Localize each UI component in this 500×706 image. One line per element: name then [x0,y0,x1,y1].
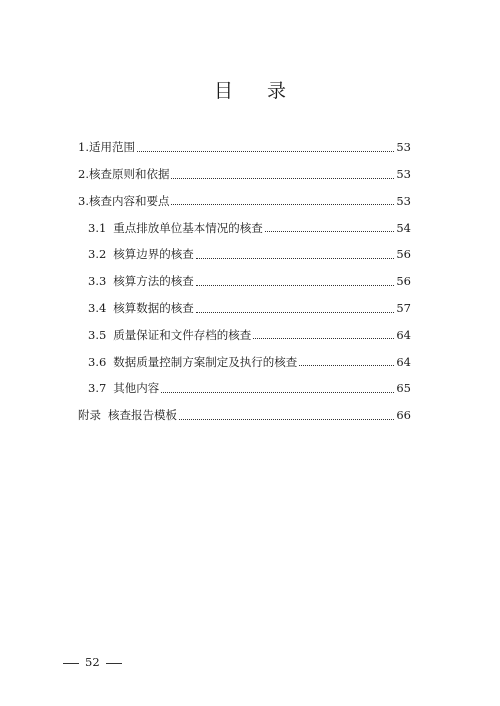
toc-entry[interactable] [78,181,411,208]
toc-entry-page: 56 [396,247,411,262]
toc-entry[interactable] [78,341,411,368]
toc-entry[interactable] [78,154,411,181]
dot-leader [299,364,394,366]
toc-entry[interactable] [78,207,411,234]
toc-entry-label: 核查报告模板 [108,408,177,423]
dot-leader [137,150,394,152]
toc-entry-page: 57 [396,301,411,316]
toc-entry-number: 3.3 [88,274,107,289]
toc-entry-label: 核查内容和要点 [88,193,170,208]
table-of-contents [78,127,411,422]
toc-entry-page: 54 [396,220,411,235]
dot-leader [196,257,395,259]
footer-dash-left [63,663,79,664]
toc-entry-number: 3.5 [88,327,107,342]
toc-entry-label: 核查原则和依据 [88,167,170,182]
dot-leader [171,203,394,205]
toc-entry-number: 附录 [78,408,101,423]
dot-leader [253,337,394,339]
toc-entry[interactable] [78,288,411,315]
toc-entry-label: 核算边界的核查 [113,247,194,262]
dot-leader [179,418,394,420]
toc-entry[interactable] [78,127,411,154]
toc-entry-label: 适用范围 [88,140,135,155]
toc-entry-label: 质量保证和文件存档的核查 [113,327,252,342]
toc-entry[interactable] [78,368,411,395]
toc-entry-number: 3.6 [88,354,107,369]
toc-entry-number: 3.1 [88,220,107,235]
toc-entry-label: 其他内容 [113,381,160,396]
toc-entry-number: 3.4 [88,301,107,316]
toc-entry[interactable] [78,261,411,288]
toc-entry[interactable] [78,315,411,342]
toc-entry-page: 66 [396,408,411,423]
toc-entry-page: 56 [396,274,411,289]
footer-dash-right [106,663,122,664]
toc-entry-page: 53 [396,193,411,208]
toc-entry-label: 核算数据的核查 [113,301,194,316]
page-number: 52 [85,655,100,669]
toc-entry-page: 53 [396,167,411,182]
toc-entry[interactable] [78,234,411,261]
toc-entry-label: 数据质量控制方案制定及执行的核查 [113,354,298,369]
toc-entry-number: 3.2 [88,247,107,262]
dot-leader [161,391,394,393]
toc-entry-page: 64 [396,327,411,342]
dot-leader [171,177,394,179]
toc-entry-label: 重点排放单位基本情况的核查 [113,220,263,235]
toc-entry[interactable] [78,395,411,422]
page-title [0,76,500,103]
page-footer [63,655,122,669]
dot-leader [196,284,395,286]
toc-entry-number: 3.7 [88,381,107,396]
title-char-1: 目 [213,80,233,102]
toc-entry-page: 53 [396,140,411,155]
dot-leader [196,311,395,313]
toc-entry-number: 2. [78,167,89,182]
toc-entry-number: 1. [78,140,89,155]
toc-entry-page: 64 [396,354,411,369]
toc-entry-page: 65 [396,381,411,396]
toc-entry-number: 3. [78,193,89,208]
toc-entry-label: 核算方法的核查 [113,274,194,289]
title-char-2: 录 [267,80,287,102]
dot-leader [265,230,395,232]
